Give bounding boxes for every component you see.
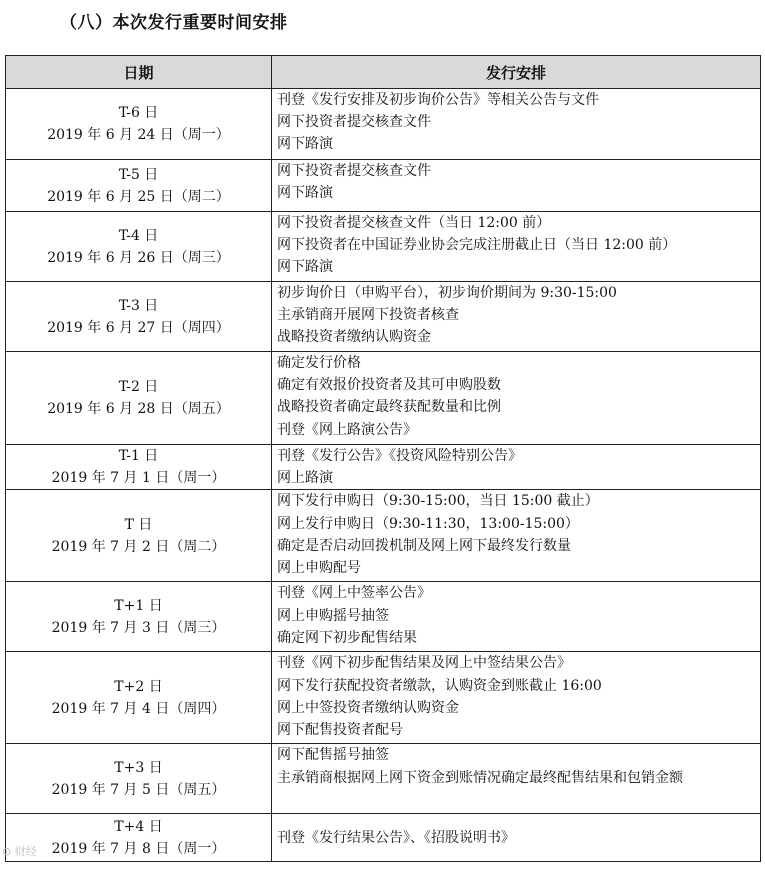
arrangement-item: 确定有效报价投资者及其可申购股数 [277,377,501,394]
table-row [6,282,761,352]
table-row [6,212,761,282]
day-label: T 日 [124,516,153,533]
date-cell [6,212,272,282]
table-row [6,89,761,160]
day-label: T-2 日 [118,379,159,395]
day-label: T+3 日 [114,759,163,776]
arrangement-item: 网下发行获配投资者缴款，认购资金到账截止 16:00 [277,677,602,694]
arrangement-item: 网下投资者提交核查文件（当日 12:00 前） [277,215,551,231]
arrangement-item: 战略投资者缴纳认购资金 [277,329,431,346]
day-label: T+1 日 [114,597,163,614]
date-cell [6,652,272,744]
header-row [6,56,761,89]
date-cell [6,445,272,490]
arrangement-item: 主承销商开展网下投资者核查 [277,307,459,324]
arrangement-item: 战略投资者确定最终获配数量和比例 [277,399,501,416]
arrangement-item: 初步询价日（申购平台），初步询价期间为 9:30-15:00 [277,285,617,301]
arrangement-item: 网上申购摇号抽签 [277,607,389,624]
arrangement-cell [272,652,761,744]
calendar-date: 2019 年 7 月 1 日（周一） [51,470,226,487]
date-cell [6,89,272,160]
arrangement-item: 网下路演 [277,136,333,153]
column-header-arrangement: 发行安排 [272,56,761,89]
day-label: T-1 日 [118,448,159,465]
arrangement-item: 确定发行价格 [277,355,361,371]
arrangement-cell [272,89,761,160]
arrangement-cell [272,744,761,814]
arrangement-item: 网下路演 [277,259,333,276]
arrangement-cell [272,445,761,490]
arrangement-item: 刊登《发行结果公告》、《招股说明书》 [277,829,515,846]
arrangement-cell [272,282,761,352]
calendar-date: 2019 年 6 月 26 日（周三） [47,249,230,266]
day-label: T-3 日 [118,297,159,314]
day-label: T+4 日 [114,818,163,835]
arrangement-item: 网下发行申购日（9:30-15:00，当日 15:00 截止） [277,493,599,510]
arrangement-cell [272,814,761,862]
day-label: T-5 日 [118,166,159,183]
watermark-logo: ⊙ 财经 [2,845,37,858]
calendar-date: 2019 年 6 月 27 日（周四） [47,319,230,336]
arrangement-item: 刊登《网上路演公告》 [277,421,417,438]
arrangement-item: 网下投资者提交核查文件 [277,114,431,131]
table-row [6,814,761,862]
date-cell [6,744,272,814]
schedule-table [5,55,761,862]
table-row [6,744,761,814]
arrangement-item: 刊登《发行安排及初步询价公告》等相关公告与文件 [277,92,599,108]
arrangement-cell [272,160,761,212]
arrangement-cell [272,582,761,652]
table-row [6,445,761,490]
table-row [6,490,761,582]
arrangement-item: 网上路演 [277,470,333,487]
calendar-date: 2019 年 7 月 8 日（周一） [51,840,226,857]
arrangement-item: 网下投资者在中国证券业协会完成注册截止日（当日 12:00 前） [277,237,677,254]
calendar-date: 2019 年 6 月 25 日（周二） [47,188,230,205]
calendar-date: 2019 年 7 月 5 日（周五） [51,781,226,798]
arrangement-cell [272,490,761,582]
calendar-date: 2019 年 7 月 3 日（周三） [51,619,226,636]
arrangement-item: 网下投资者提交核查文件 [277,163,431,179]
arrangement-item: 网上中签投资者缴纳认购资金 [277,699,459,716]
table-row [6,352,761,445]
section-heading: （八）本次发行重要时间安排 [60,13,288,33]
arrangement-item: 刊登《网上中签率公告》 [277,585,431,602]
date-cell [6,582,272,652]
table-row [6,582,761,652]
arrangement-item: 主承销商根据网上网下资金到账情况确定最终配售结果和包销金额 [277,769,683,786]
arrangement-item: 确定网下初步配售结果 [277,629,417,646]
date-cell [6,282,272,352]
day-label: T+2 日 [114,678,163,695]
arrangement-item: 确定是否启动回拨机制及网上网下最终发行数量 [277,537,571,554]
arrangement-item: 刊登《发行公告》《投资风险特别公告》 [277,448,522,464]
arrangement-cell [272,212,761,282]
day-label: T-4 日 [118,227,159,244]
column-header-date: 日期 [6,56,272,89]
arrangement-item: 网上发行申购日（9:30-11:30，13:00-15:00） [277,515,579,532]
arrangement-item: 刊登《网下初步配售结果及网上中签结果公告》 [277,655,571,672]
arrangement-cell [272,352,761,445]
table-row [6,160,761,212]
day-label: T-6 日 [118,105,159,121]
schedule-body [6,89,761,862]
calendar-date: 2019 年 7 月 2 日（周二） [51,538,226,555]
date-cell [6,352,272,445]
arrangement-item: 网上申购配号 [277,560,361,577]
arrangement-item: 网下配售摇号抽签 [277,747,389,764]
arrangement-item: 网下配售投资者配号 [277,722,403,739]
calendar-date: 2019 年 6 月 24 日（周一） [47,127,230,143]
arrangement-item: 网下路演 [277,185,333,202]
calendar-date: 2019 年 6 月 28 日（周五） [47,401,230,417]
date-cell [6,160,272,212]
calendar-date: 2019 年 7 月 4 日（周四） [51,700,226,717]
table-row [6,652,761,744]
date-cell [6,490,272,582]
